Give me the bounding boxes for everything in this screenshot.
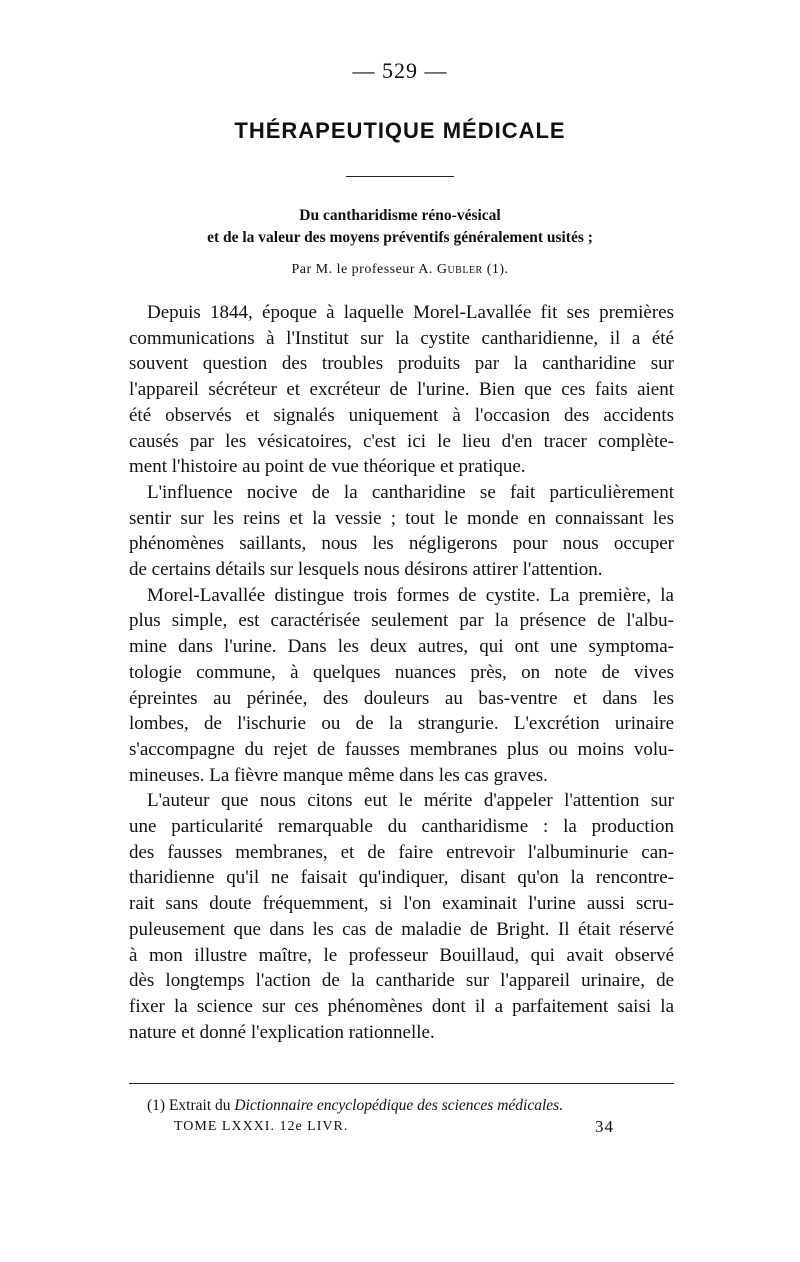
byline-author: Gubler bbox=[436, 262, 483, 277]
body-line: plus simple, est caractérisée seulement par la présence de l'albu- bbox=[129, 610, 674, 632]
body-line: de certains détails sur lesquels nous désirons attirer l'attention. bbox=[129, 559, 603, 581]
page-number: — 529 — bbox=[352, 58, 448, 83]
printer-signature bbox=[174, 1119, 674, 1135]
body-line: l'appareil sécréteur et excréteur de l'urine. Bien que ces faits aient bbox=[129, 379, 674, 401]
footnote-rule bbox=[129, 1083, 674, 1084]
body-line: souvent question des troubles produits par la cantharidine sur bbox=[129, 353, 674, 375]
body-line: tologie commune, à quelques nuances près, on note de vives bbox=[129, 661, 674, 683]
byline-prefix: Par M. le professeur A. bbox=[291, 262, 433, 277]
article-title-line2: et de la valeur des moyens préventifs généralement usités ; bbox=[207, 229, 593, 246]
body-line: causés par les vésicatoires, c'est ici le lieu d'en tracer complète- bbox=[129, 430, 674, 452]
article-title-line1: Du cantharidisme réno-vésical bbox=[299, 207, 501, 224]
body-line: lombes, de l'ischurie ou de la strangurie. L'excrétion urinaire bbox=[129, 713, 674, 735]
body-line: L'auteur que nous citons eut le mérite d'appeler l'attention sur bbox=[147, 790, 674, 812]
body-line: s'accompagne du rejet de fausses membranes plus ou moins volu- bbox=[129, 738, 674, 760]
body-line: L'influence nocive de la cantharidine se fait particulièrement bbox=[147, 481, 674, 503]
footnote-source: Dictionnaire encyclopédique des sciences médicales. bbox=[234, 1097, 564, 1114]
body-line: des fausses membranes, et de faire entrevoir l'albuminurie can- bbox=[129, 841, 674, 863]
body-line: Depuis 1844, époque à laquelle Morel-Lavallée fit ses premières bbox=[147, 302, 674, 323]
body-line: été observés et signalés uniquement à l'occasion des accidents bbox=[129, 404, 674, 426]
body-line: Morel-Lavallée distingue trois formes de cystite. La première, la bbox=[147, 584, 674, 606]
body-line: à mon illustre maître, le professeur Bouillaud, qui avait observé bbox=[129, 944, 674, 966]
title-rule bbox=[346, 176, 454, 177]
body-line: mine dans l'urine. Dans les deux autres, qui ont une symptoma- bbox=[129, 636, 674, 658]
article-title bbox=[0, 205, 800, 249]
signature-volume: TOME LXXXI. 12e LIVR. bbox=[174, 1119, 349, 1134]
body-line: puleusement que dans les cas de maladie de Bright. Il était réservé bbox=[129, 918, 674, 940]
body-line: rait sans doute fréquemment, si l'on examinait l'urine aussi scru- bbox=[129, 893, 674, 915]
body-line: tharidienne qu'il ne faisait qu'indiquer, disant qu'on la rencontre- bbox=[129, 867, 674, 889]
body-line: sentir sur les reins et la vessie ; tout le monde en connaissant les bbox=[129, 507, 674, 529]
body-line: dès longtemps l'action de la cantharide sur l'appareil urinaire, de bbox=[129, 970, 674, 992]
footnote-marker: (1) Extrait du bbox=[147, 1097, 231, 1114]
body-line: phénomènes saillants, nous les négligerons pour nous occuper bbox=[129, 533, 674, 555]
byline bbox=[0, 262, 800, 278]
section-title: THÉRAPEUTIQUE MÉDICALE bbox=[234, 118, 566, 143]
signature-number: 34 bbox=[595, 1117, 614, 1136]
body-line: nature et donné l'explication rationnelle. bbox=[129, 1021, 435, 1043]
body-line: fixer la science sur ces phénomènes dont il a parfaitement saisi la bbox=[129, 995, 674, 1017]
body-line: communications à l'Institut sur la cystite cantharidienne, il a été bbox=[129, 327, 674, 349]
body-line: épreintes au périnée, des douleurs au bas-ventre et dans les bbox=[129, 687, 674, 709]
body-line: mineuses. La fièvre manque même dans les cas graves. bbox=[129, 764, 548, 786]
body-line: ment l'histoire au point de vue théorique et pratique. bbox=[129, 456, 526, 478]
article-body bbox=[129, 300, 674, 1045]
byline-note: (1). bbox=[486, 262, 509, 277]
body-line: une particularité remarquable du cantharidisme : la production bbox=[129, 816, 674, 838]
footnote bbox=[147, 1097, 674, 1115]
